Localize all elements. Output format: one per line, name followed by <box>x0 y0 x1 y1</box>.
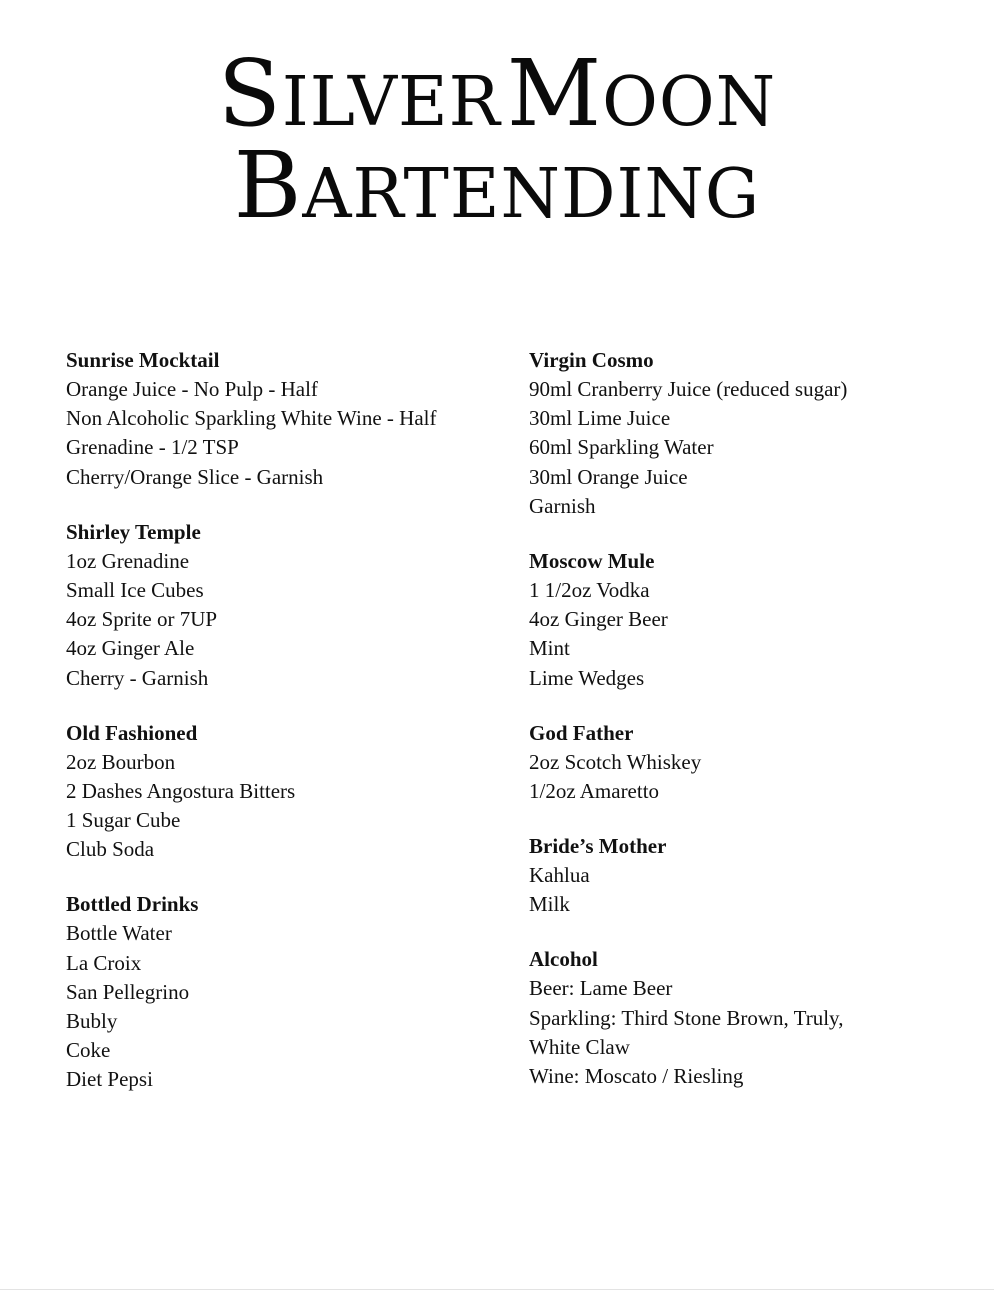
drink-section <box>529 719 969 806</box>
ingredient-item: Coke <box>66 1038 111 1063</box>
ingredient-item: 60ml Sparkling Water <box>529 435 714 460</box>
ingredient-item: Cherry/Orange Slice - Garnish <box>66 464 324 489</box>
ingredient-list <box>66 375 506 492</box>
title-text: ILVER <box>281 63 501 142</box>
ingredient-item: Milk <box>529 892 570 917</box>
brand-title-line-2 <box>0 132 994 239</box>
ingredient-item: Cherry - Garnish <box>66 665 209 690</box>
ingredient-item: 2oz Bourbon <box>66 749 176 774</box>
drink-title: Old Fashioned <box>66 720 198 745</box>
ingredient-item: Garnish <box>529 493 596 518</box>
ingredient-item: Orange Juice - No Pulp - Half <box>66 377 318 401</box>
drink-section <box>529 832 969 919</box>
brand-title-line-1 <box>0 40 994 147</box>
title-text: OON <box>602 63 777 142</box>
ingredient-item: 4oz Sprite or 7UP <box>66 607 218 632</box>
drink-title: Bottled Drinks <box>66 892 199 917</box>
ingredient-item: Bubly <box>66 1009 118 1033</box>
ingredient-item: San Pellegrino <box>66 979 190 1004</box>
ingredient-item: Lime Wedges <box>529 665 645 690</box>
ingredient-list <box>66 919 506 1094</box>
drink-section <box>66 518 506 693</box>
ingredient-item: Kahlua <box>529 863 590 888</box>
drink-title: Shirley Temple <box>66 519 201 544</box>
title-initial: M <box>506 40 603 147</box>
ingredient-item: Club Soda <box>66 837 155 862</box>
ingredient-item: Bottle Water <box>66 921 172 946</box>
ingredient-item: Diet Pepsi <box>66 1067 153 1092</box>
drink-title: Moscow Mule <box>529 548 655 573</box>
drink-title: Alcohol <box>529 947 598 972</box>
drink-title: Virgin Cosmo <box>529 348 654 372</box>
drink-section <box>529 547 969 693</box>
title-initial: B <box>233 132 303 239</box>
ingredient-item: 1/2oz Amaretto <box>529 778 660 803</box>
ingredient-item: Sparkling: Third Stone Brown, Truly, <box>529 1005 844 1030</box>
ingredient-list <box>529 974 969 1091</box>
drink-section <box>529 346 969 521</box>
ingredient-item: 2oz Scotch Whiskey <box>529 749 702 774</box>
ingredient-item: 4oz Ginger Beer <box>529 607 668 632</box>
ingredient-item: 4oz Ginger Ale <box>66 636 195 661</box>
drink-title: Sunrise Mocktail <box>66 348 220 372</box>
menu-column-right <box>529 346 969 1117</box>
ingredient-list <box>529 861 969 919</box>
ingredient-list <box>529 748 969 806</box>
ingredient-item: 1 Sugar Cube <box>66 808 181 833</box>
ingredient-item: Non Alcoholic Sparkling White Wine - Half <box>66 406 437 431</box>
ingredient-item: 1 1/2oz Vodka <box>529 577 650 602</box>
menu-column-left <box>66 346 506 1121</box>
ingredient-item: Mint <box>529 636 570 661</box>
ingredient-item: 1oz Grenadine <box>66 548 190 573</box>
ingredient-item: Beer: Lame Beer <box>529 976 673 1001</box>
title-text: ARTENDING <box>302 155 761 234</box>
drink-section <box>66 346 506 492</box>
title-initial: S <box>217 40 282 147</box>
ingredient-list <box>529 375 969 521</box>
ingredient-item: 30ml Orange Juice <box>529 464 688 489</box>
ingredient-item: La Croix <box>66 950 142 975</box>
ingredient-item: 30ml Lime Juice <box>529 406 671 431</box>
drink-section <box>66 890 506 1094</box>
ingredient-list <box>66 748 506 865</box>
ingredient-item: Small Ice Cubes <box>66 577 204 602</box>
ingredient-list <box>66 547 506 693</box>
drink-title: Bride’s Mother <box>529 834 667 859</box>
ingredient-item: Wine: Moscato / Riesling <box>529 1064 744 1088</box>
ingredient-item: White Claw <box>529 1034 630 1059</box>
ingredient-item: 90ml Cranberry Juice (reduced sugar) <box>529 377 848 401</box>
ingredient-item: Grenadine - 1/2 TSP <box>66 435 239 460</box>
drink-section <box>66 719 506 865</box>
drink-title: God Father <box>529 720 634 745</box>
ingredient-list <box>529 576 969 693</box>
drink-section <box>529 945 969 1091</box>
ingredient-item: 2 Dashes Angostura Bitters <box>66 778 296 803</box>
